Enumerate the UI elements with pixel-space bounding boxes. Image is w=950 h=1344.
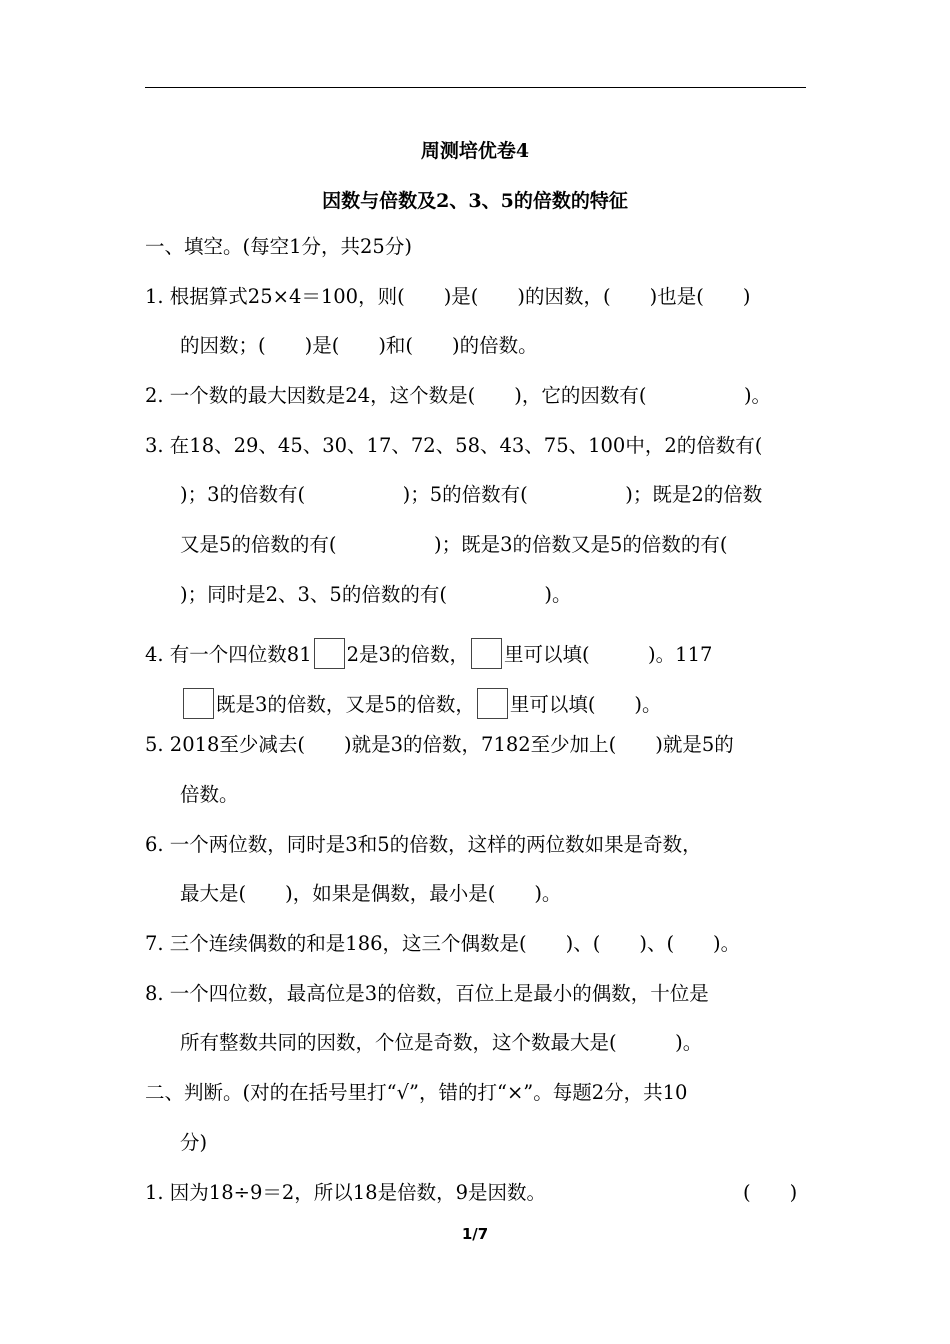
page-subtitle: 因数与倍数及2、3、5的倍数的特征 bbox=[322, 190, 628, 212]
judge-q1-text: 1. 因为18÷9＝2，所以18是倍数，9是因数。 bbox=[145, 1181, 546, 1204]
answer-box bbox=[471, 638, 502, 669]
section1-heading: 一、填空。(每空1分，共25分) bbox=[145, 235, 412, 258]
q4-line1 bbox=[145, 638, 712, 669]
q3-line3: 又是5的倍数的有( )；既是3的倍数又是5的倍数的有( bbox=[180, 533, 728, 556]
answer-box bbox=[314, 638, 345, 669]
answer-box bbox=[183, 688, 214, 719]
q8-line2: 所有整数共同的因数，个位是奇数，这个数最大是( )。 bbox=[180, 1031, 703, 1054]
q8-line1: 8. 一个四位数，最高位是3的倍数，百位上是最小的偶数，十位是 bbox=[145, 982, 709, 1005]
page-title: 周测培优卷4 bbox=[420, 140, 530, 162]
q4-part-c: 里可以填( )。117 bbox=[503, 643, 713, 666]
q7-line1: 7. 三个连续偶数的和是186，这三个偶数是( )、( )、( )。 bbox=[145, 932, 741, 955]
q6-line2: 最大是( )，如果是偶数，最小是( )。 bbox=[180, 882, 562, 905]
q4-part-e: 里可以填( )。 bbox=[509, 693, 662, 716]
q4-line2 bbox=[181, 688, 662, 719]
judge-q1-answer-bracket: ( ) bbox=[743, 1181, 798, 1204]
section2-heading-line2: 分) bbox=[180, 1131, 208, 1154]
q3-line1: 3. 在18、29、45、30、17、72、58、43、75、100中，2的倍数有( bbox=[145, 434, 763, 457]
q5-line2: 倍数。 bbox=[180, 783, 239, 806]
q4-part-b: 2是3的倍数， bbox=[346, 643, 469, 666]
q5-line1: 5. 2018至少减去( )就是3的倍数，7182至少加上( )就是5的 bbox=[145, 733, 734, 756]
q4-part-d: 既是3的倍数，又是5的倍数， bbox=[216, 693, 475, 716]
page-number: 1/7 bbox=[461, 1225, 489, 1243]
header-rule bbox=[145, 87, 806, 88]
q6-line1: 6. 一个两位数，同时是3和5的倍数，这样的两位数如果是奇数， bbox=[145, 833, 702, 856]
q1-line2: 的因数；( )是( )和( )的倍数。 bbox=[180, 334, 538, 357]
q2-line1: 2. 一个数的最大因数是24，这个数是( )，它的因数有( )。 bbox=[145, 384, 772, 407]
q3-line2: )；3的倍数有( )；5的倍数有( )；既是2的倍数 bbox=[180, 483, 763, 506]
q1-line1: 1. 根据算式25×4＝100，则( )是( )的因数，( )也是( ) bbox=[145, 285, 751, 308]
q3-line4: )；同时是2、3、5的倍数的有( )。 bbox=[180, 583, 572, 606]
q4-part-a: 4. 有一个四位数81 bbox=[145, 643, 312, 666]
answer-box bbox=[477, 688, 508, 719]
section2-heading-line1: 二、判断。(对的在括号里打“√”，错的打“×”。每题2分，共10 bbox=[145, 1081, 688, 1104]
